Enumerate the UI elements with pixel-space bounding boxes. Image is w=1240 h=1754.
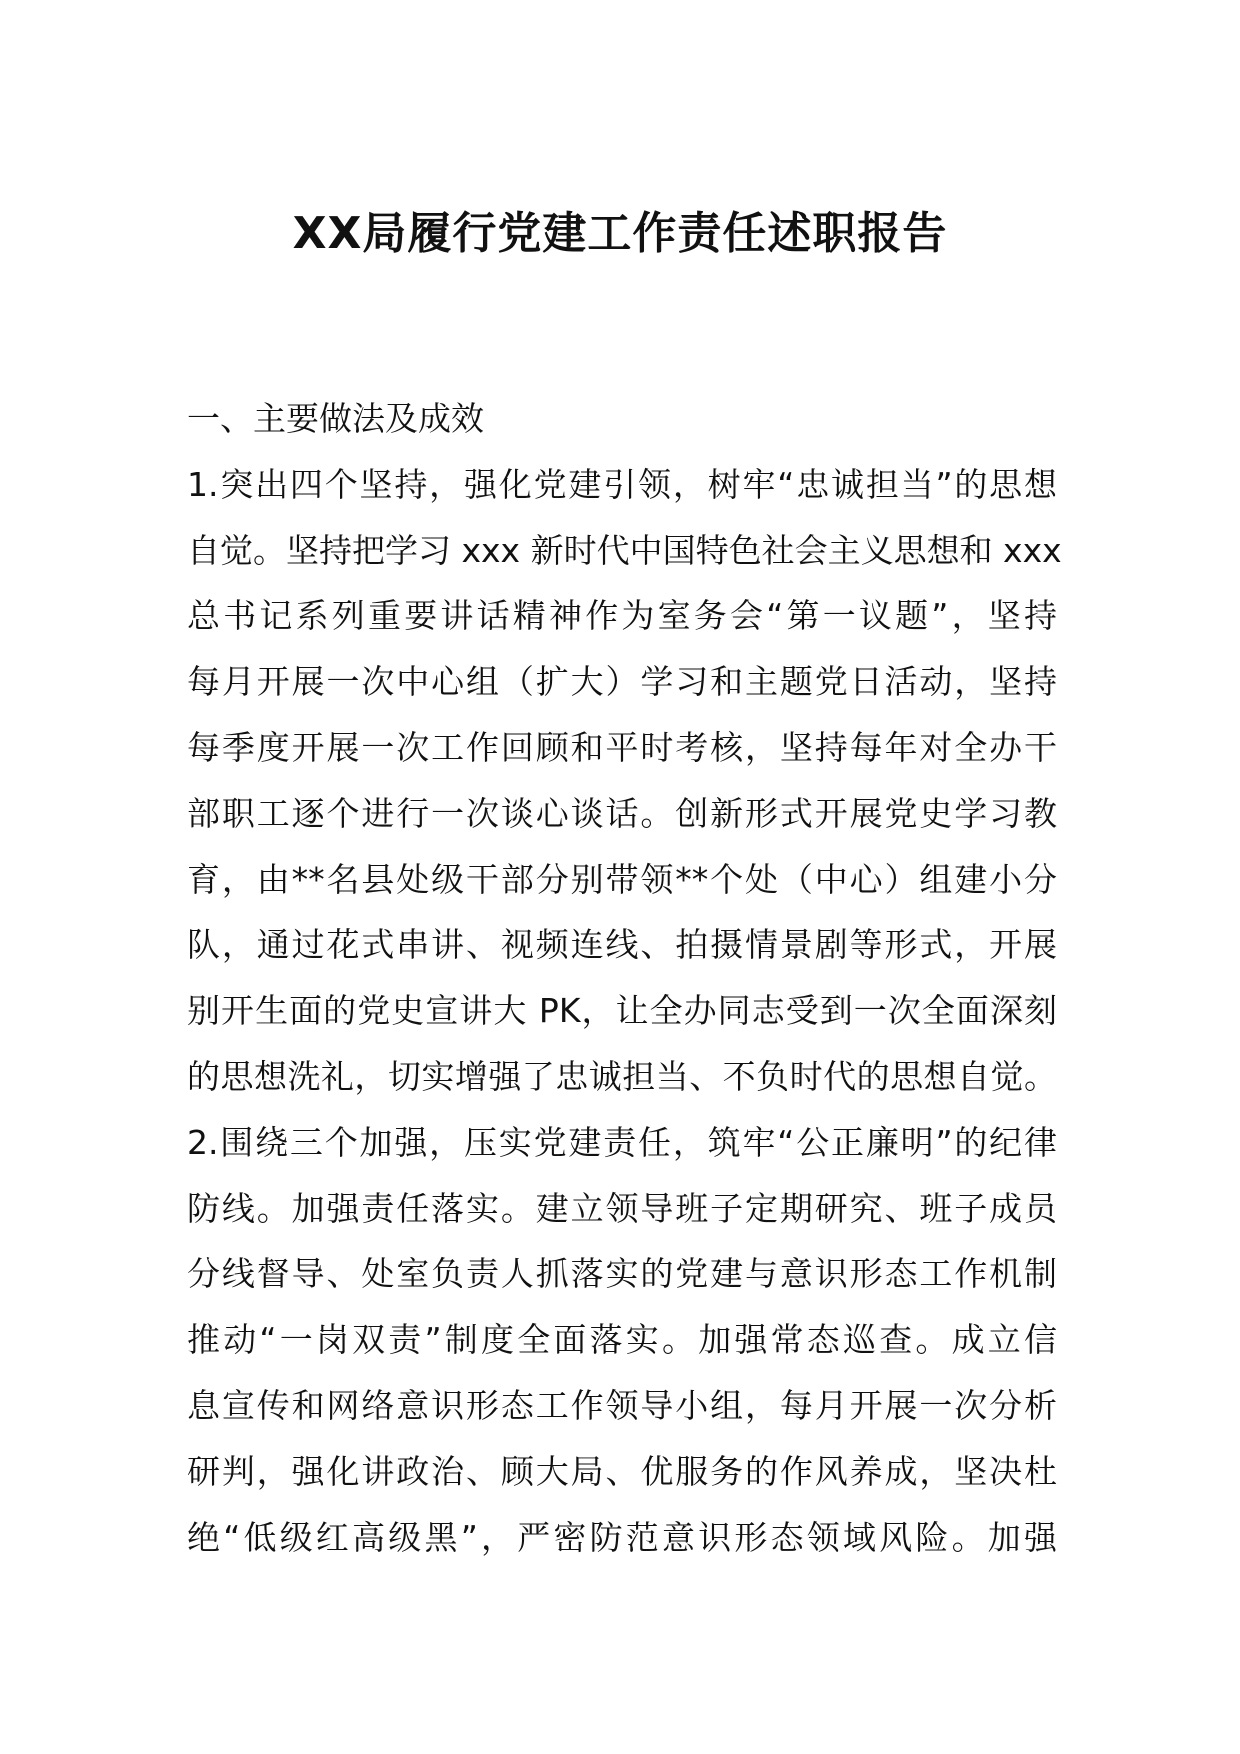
paragraph-line: 总书记系列重要讲话精神作为室务会“第一议题”，坚持 [187,596,1057,636]
paragraph-line: 自觉。坚持把学习 xxx 新时代中国特色社会主义思想和 xxx [187,530,1062,570]
paragraph-line: 育，由**名县处级干部分别带领**个处（中心）组建小分 [187,859,1057,899]
paragraph-line: 推动“一岗双责”制度全面落实。加强常态巡查。成立信 [187,1320,1057,1360]
document-body [187,386,1062,1570]
paragraph-line: 的思想洗礼，切实增强了忠诚担当、不负时代的思想自觉。 [187,1056,1057,1096]
paragraph-line: 研判，强化讲政治、顾大局、优服务的作风养成，坚决杜 [187,1451,1057,1491]
paragraph-line: 2.围绕三个加强，压实党建责任，筑牢“公正廉明”的纪律 [187,1122,1057,1162]
paragraph-line: 部职工逐个进行一次谈心谈话。创新形式开展党史学习教 [187,793,1057,833]
section-heading: 一、主要做法及成效 [187,399,484,438]
paragraph-line: 防线。加强责任落实。建立领导班子定期研究、班子成员 [187,1188,1057,1228]
paragraph-line: 每季度开展一次工作回顾和平时考核，坚持每年对全办干 [187,727,1057,767]
paragraph-line: 1.突出四个坚持，强化党建引领，树牢“忠诚担当”的思想 [187,464,1057,504]
document-title: XX局履行党建工作责任述职报告 [292,208,948,259]
paragraph-line: 息宣传和网络意识形态工作领导小组，每月开展一次分析 [187,1385,1057,1425]
paragraph-line: 分线督导、处室负责人抓落实的党建与意识形态工作机制 [187,1254,1057,1294]
paragraph-line: 每月开展一次中心组（扩大）学习和主题党日活动，坚持 [187,662,1057,702]
paragraph-line: 队，通过花式串讲、视频连线、拍摄情景剧等形式，开展 [187,925,1057,965]
paragraph-line: 绝“低级红高级黑”，严密防范意识形态领域风险。加强 [187,1517,1057,1557]
paragraph-line: 别开生面的党史宣讲大 PK，让全办同志受到一次全面深刻 [187,991,1057,1031]
